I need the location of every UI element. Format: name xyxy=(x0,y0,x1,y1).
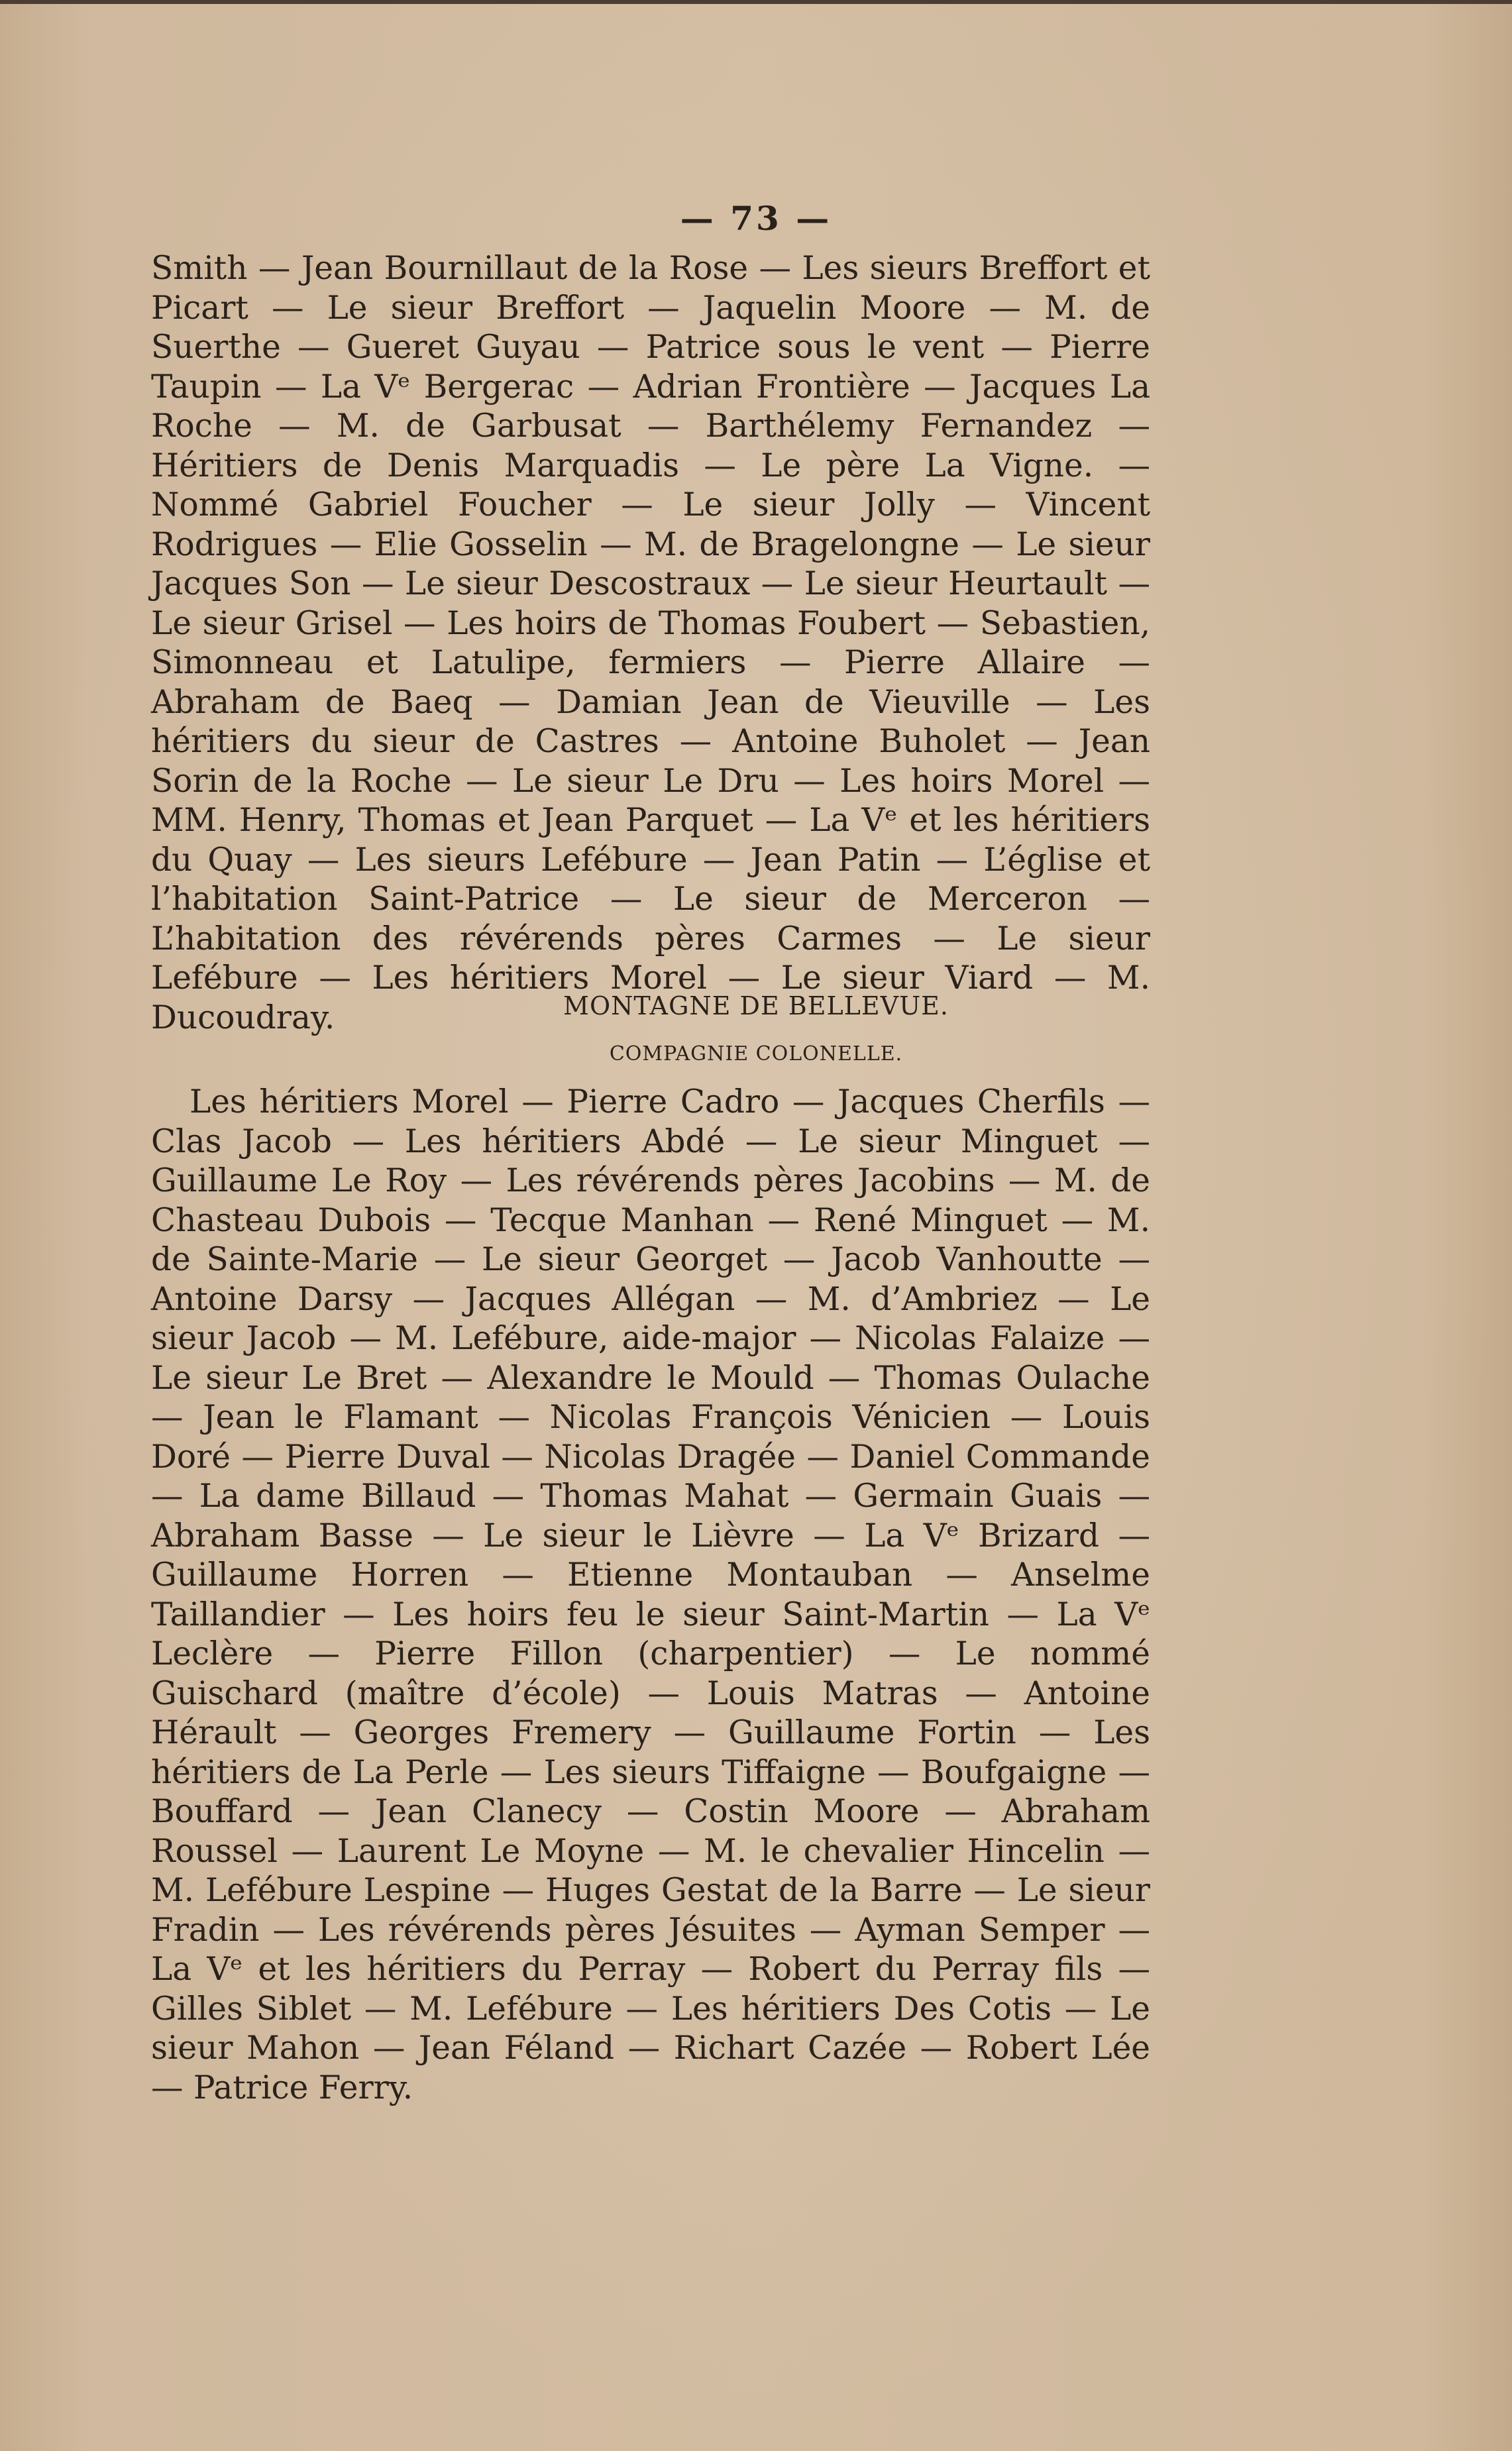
text-block-2 xyxy=(151,1083,1150,2108)
page-top-edge xyxy=(0,0,1512,4)
section-subtitle: COMPAGNIE COLONELLE. xyxy=(609,1042,903,1065)
text-block-1 xyxy=(151,249,1150,1038)
page-number: — 73 — xyxy=(680,199,832,238)
section-title: MONTAGNE DE BELLEVUE. xyxy=(563,991,949,1020)
paragraph-2: Les héritiers Morel — Pierre Cadro — Jacques Cherfils — Clas Jacob — Les héritiers Abdé — Le sieur Minguet — Guillaume Le Roy — Les révérends pères Jacobins — M. de Chasteau Dubois — Tecque Manhan — René Minguet — M. de Sainte-Marie — Le sieur Georget — Jacob Vanhoutte — Antoine Darsy — Jacques Allégan — M. d’Ambriez — Le sieur Jacob — M. Lefébure, aide-major — Nicolas Falaize — Le sieur Le Bret — Alexandre le Mould — Thomas Oulache — Jean le Flamant — Nicolas François Vénicien — Louis Doré — Pierre Duval — Nicolas Dragée — Daniel Commande — La dame Billaud — Thomas Mahat — Germain Guais — Abraham Basse — Le sieur le Lièvre — La Vᵉ Brizard — Guillaume Horren — Etienne Montauban — Anselme Taillandier — Les hoirs feu le sieur Saint-Martin — La Vᵉ Leclère — Pierre Fillon (charpentier) — Le nommé Guischard (maître d’école) — Louis Matras — Antoine Hérault — Georges Fremery — Guillaume Fortin — Les héritiers de La Perle — Les sieurs Tiffaigne — Boufgaigne — Bouffard — Jean Clanecy — Costin Moore — Abraham Roussel — Laurent Le Moyne — M. le chevalier Hincelin — M. Lefébure Lespine — Huges Gestat de la Barre — Le sieur Fradin — Les révérends pères Jésuites — Ayman Semper — La Vᵉ et les héritiers du Perray — Robert du Perray fils — Gilles Siblet — M. Lefébure — Les héritiers Des Cotis — Le sieur Mahon — Jean Féland — Richart Cazée — Robert Lée — Patrice Ferry. xyxy=(151,1083,1150,2106)
paragraph-1: Smith — Jean Bournillaut de la Rose — Les sieurs Breffort et Picart — Le sieur Breffort — Jaquelin Moore — M. de Suerthe — Gueret Guyau — Patrice sous le vent — Pierre Taupin — La Vᵉ Bergerac — Adrian Frontière — Jacques La Roche — M. de Garbusat — Barthélemy Fernandez — Héritiers de Denis Marquadis — Le père La Vigne. — Nommé Gabriel Foucher — Le sieur Jolly — Vincent Rodrigues — Elie Gosselin — M. de Bragelongne — Le sieur Jacques Son — Le sieur Descostraux — Le sieur Heurtault — Le sieur Grisel — Les hoirs de Thomas Foubert — Sebastien, Simonneau et Latulipe, fermiers — Pierre Allaire — Abraham de Baeq — Damian Jean de Vieuville — Les héritiers du sieur de Castres — Antoine Buholet — Jean Sorin de la Roche — Le sieur Le Dru — Les hoirs Morel — MM. Henry, Thomas et Jean Parquet — La Vᵉ et les héritiers du Quay — Les sieurs Lefébure — Jean Patin — L’église et l’habitation Saint-Patrice — Le sieur de Merceron — L’habitation des révérends pères Carmes — Le sieur Lefébure — Les héritiers Morel — Le sieur Viard — M. Ducoudray. xyxy=(151,250,1150,1036)
